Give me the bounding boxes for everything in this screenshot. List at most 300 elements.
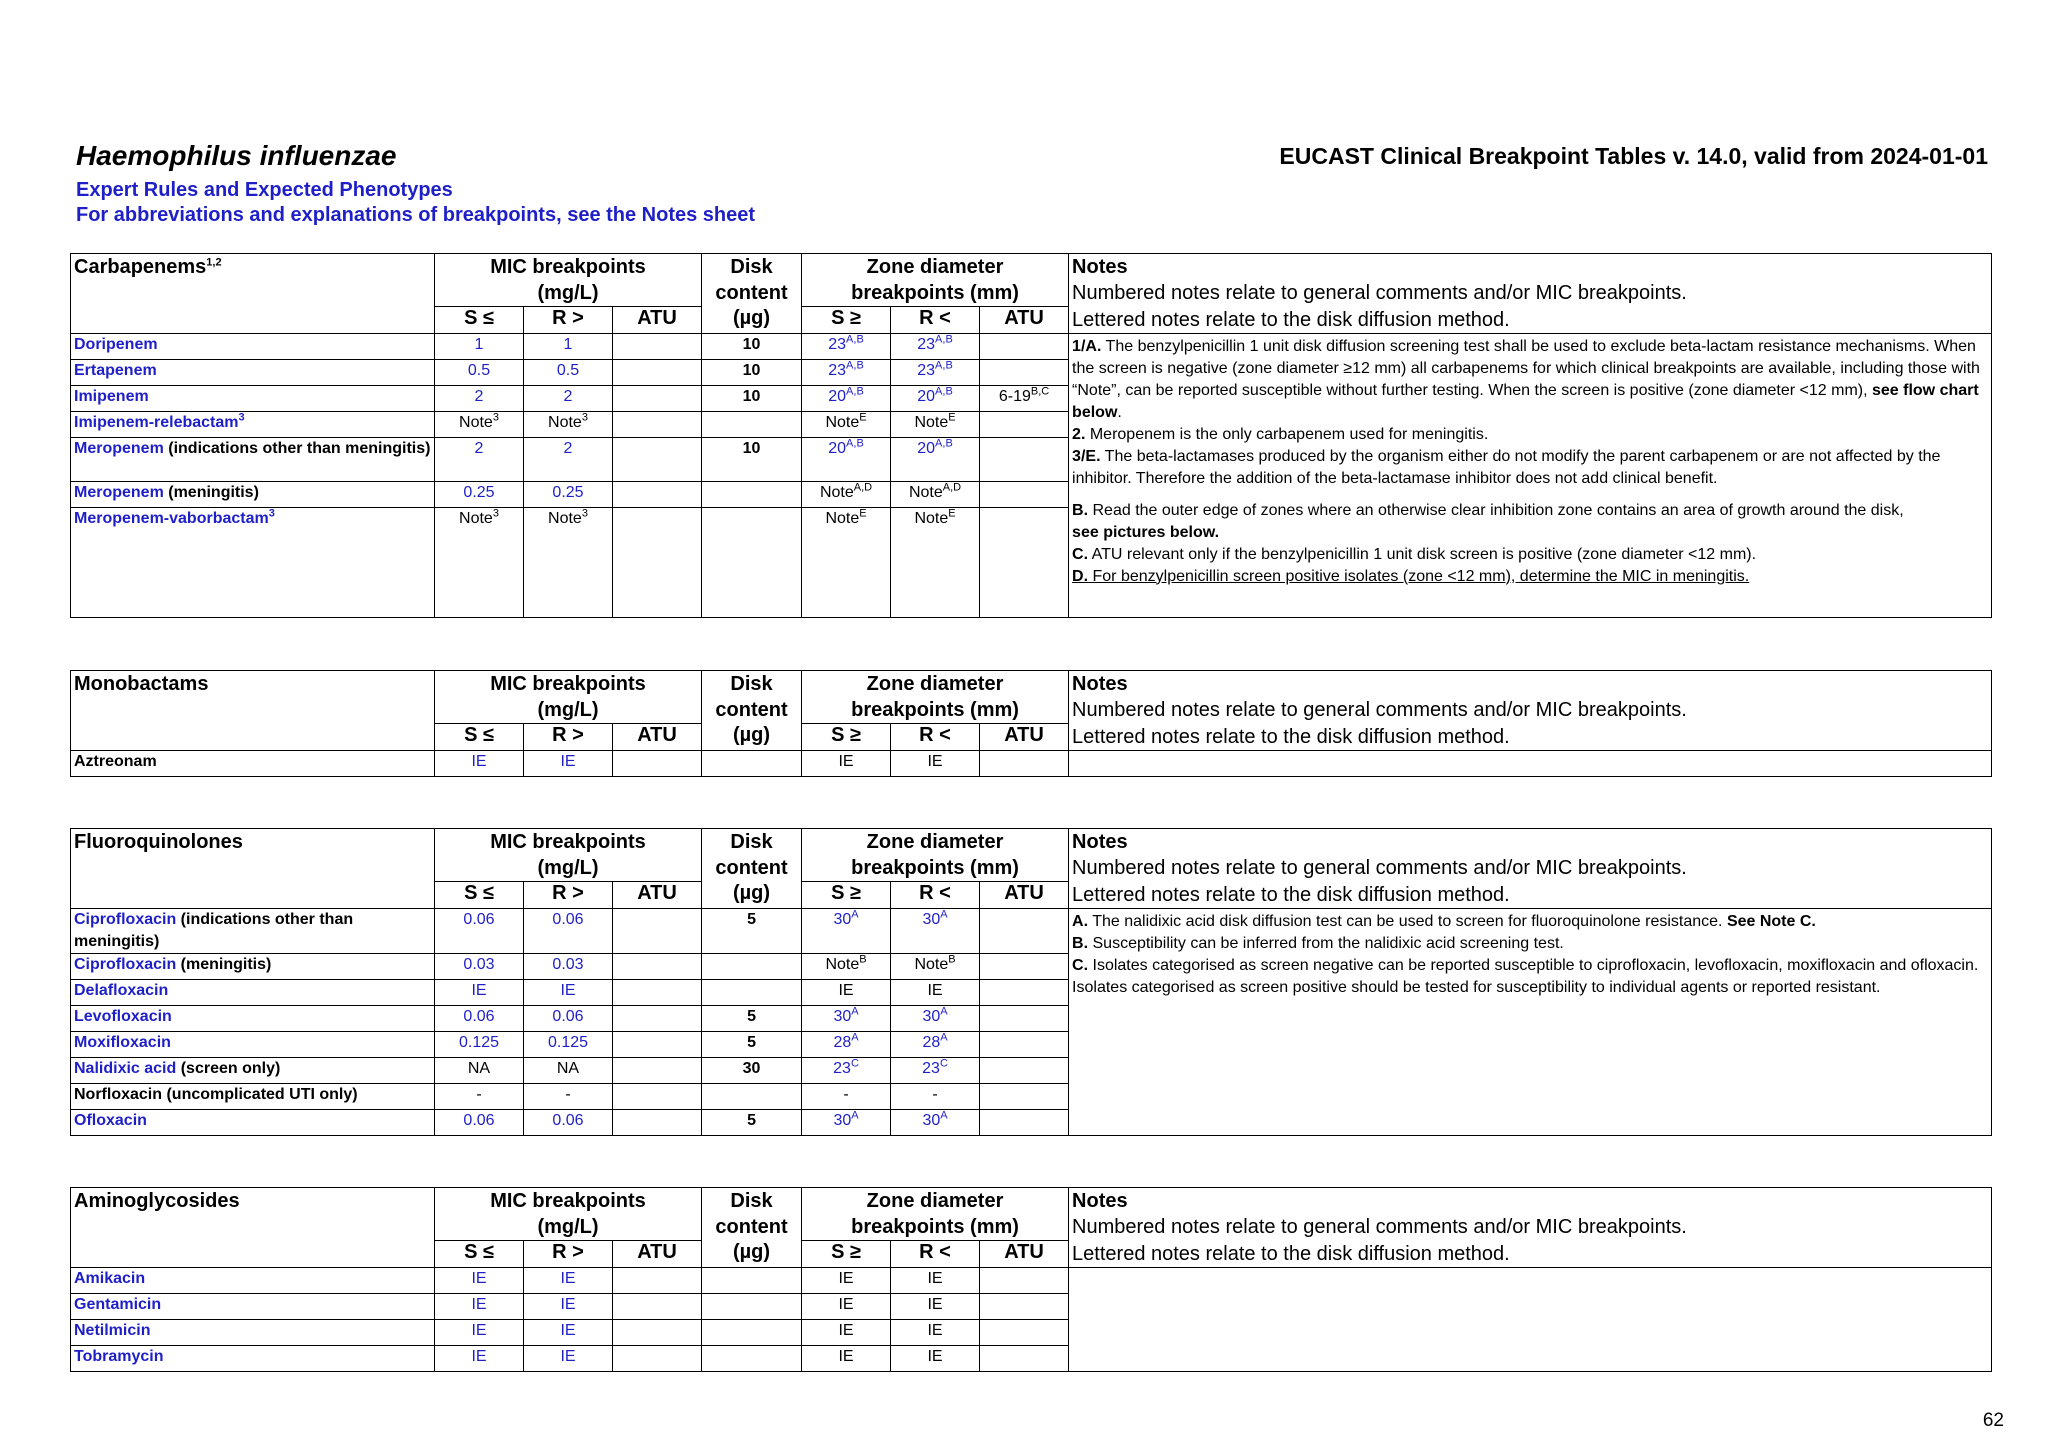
- zone-atu: [980, 953, 1069, 979]
- zone-r-note-ref: A,B: [935, 333, 953, 346]
- mic-atu: [613, 359, 702, 385]
- mic-s: [435, 481, 524, 507]
- mic-header: MIC breakpoints: [435, 254, 702, 281]
- zone-s-note-ref: C: [850, 1057, 859, 1070]
- zone-r-value: 20: [917, 439, 936, 457]
- mic-s-value: IE: [471, 752, 487, 770]
- agent-name[interactable]: Amikacin: [74, 1269, 146, 1287]
- zone-r-note-ref: A: [940, 1031, 948, 1044]
- zone-r-value: IE: [927, 1347, 943, 1365]
- disk-content-value: 10: [742, 335, 761, 353]
- zone-r: [891, 1005, 980, 1031]
- notes-line-1: Numbered notes relate to general comments and/or MIC breakpoints.: [1069, 855, 1992, 882]
- agent-name[interactable]: Ciprofloxacin: [74, 910, 177, 928]
- mic-r-value: 0.03: [552, 955, 584, 973]
- zone-unit-header: breakpoints (mm): [802, 280, 1069, 307]
- zone-r-value: 30: [922, 1007, 941, 1025]
- zone-r: [891, 1109, 980, 1135]
- mic-s-value: 2: [474, 439, 484, 457]
- zone-s-value: 23: [833, 1059, 851, 1077]
- agent-name[interactable]: Aztreonam: [74, 752, 157, 770]
- mic-unit-header: (mg/L): [435, 1214, 702, 1241]
- mic-atu: [613, 750, 702, 776]
- mic-s-value: 0.125: [458, 1033, 500, 1051]
- zone-r-value: -: [932, 1085, 938, 1103]
- agent-qualifier: (indications other than meningitis): [163, 439, 431, 457]
- zone-s-value: 30: [833, 910, 852, 928]
- mic-atu-header: ATU: [613, 724, 702, 751]
- mic-atu-header: ATU: [613, 882, 702, 909]
- disk-content-header: content: [702, 280, 802, 307]
- agent-name[interactable]: Gentamicin: [74, 1295, 162, 1313]
- mic-r: [524, 437, 613, 481]
- disk-content: [702, 1267, 802, 1293]
- mic-r-value: Note: [548, 413, 582, 431]
- mic-r-header: R >: [524, 724, 613, 751]
- note-text: Isolates categorised as screen negative can be reported susceptible to ciprofloxacin, levofloxacin, moxifloxacin and ofloxacin. Isolates categorised as screen positive should be tested for susceptibility to individual agents or reported resistant.: [1072, 956, 1979, 996]
- zone-header: Zone diameter: [802, 254, 1069, 281]
- zone-atu: [980, 1031, 1069, 1057]
- notes-line-1: Numbered notes relate to general comments and/or MIC breakpoints.: [1069, 697, 1992, 724]
- agent-name[interactable]: Tobramycin: [74, 1347, 164, 1365]
- notes-cell: [1069, 908, 1992, 1135]
- zone-r-value: IE: [927, 981, 943, 999]
- zone-s-header: S ≥: [802, 1241, 891, 1268]
- zone-r-note-ref: A: [940, 1005, 948, 1018]
- mic-s-note-ref: 3: [492, 411, 499, 424]
- mic-s-value: NA: [467, 1059, 491, 1077]
- mic-r: [524, 481, 613, 507]
- zone-atu: [980, 1083, 1069, 1109]
- zone-r: [891, 1267, 980, 1293]
- agent-name[interactable]: Netilmicin: [74, 1321, 151, 1339]
- zone-atu-header: ATU: [980, 724, 1069, 751]
- mic-s-value: IE: [471, 1295, 487, 1313]
- zone-r: [891, 385, 980, 411]
- zone-s-header: S ≥: [802, 724, 891, 751]
- mic-s: [435, 1083, 524, 1109]
- note-text: The nalidixic acid disk diffusion test can be used to screen for fluoroquinolone resistance.: [1088, 912, 1727, 930]
- mic-s-value: Note: [459, 413, 493, 431]
- agent-name[interactable]: Ertapenem: [74, 361, 157, 379]
- disk-content-value: 10: [742, 387, 761, 405]
- zone-r: [891, 979, 980, 1005]
- note-text: The benzylpenicillin 1 unit disk diffusion screening test shall be used to exclude beta-lactam resistance mechanisms. When the screen is negative (zone diameter ≥12 mm) all carbapenems for which clinical breakpoints are available, including those with “Note”, can be reported susceptible without further testing. When the screen is positive (zone diameter <12 mm),: [1072, 337, 1980, 399]
- zone-header: Zone diameter: [802, 671, 1069, 698]
- disk-content: [702, 507, 802, 617]
- zone-r: [891, 359, 980, 385]
- mic-header: MIC breakpoints: [435, 1188, 702, 1215]
- zone-s-value: 30: [833, 1111, 852, 1129]
- zone-s: [802, 385, 891, 411]
- mic-r-note-ref: 3: [581, 411, 588, 424]
- notes-line-2: Lettered notes relate to the disk diffusion method.: [1069, 307, 1992, 334]
- zone-atu: [980, 333, 1069, 359]
- zone-s: [802, 481, 891, 507]
- notes-cell: [1069, 750, 1992, 776]
- mic-r: [524, 333, 613, 359]
- disk-content: [702, 1005, 802, 1031]
- agent-name[interactable]: Delafloxacin: [74, 981, 169, 999]
- mic-s-value: 0.5: [467, 361, 491, 379]
- mic-s: [435, 953, 524, 979]
- agent-name[interactable]: Meropenem: [74, 439, 164, 457]
- agent-name[interactable]: Imipenem: [74, 387, 149, 405]
- mic-r-value: 0.5: [556, 361, 580, 379]
- disk-content: [702, 437, 802, 481]
- monobactams-table: [70, 670, 1992, 777]
- mic-s-header: S ≤: [435, 724, 524, 751]
- mic-r-value: NA: [556, 1059, 580, 1077]
- mic-atu: [613, 1293, 702, 1319]
- agent-name[interactable]: Norfloxacin (uncomplicated UTI only): [74, 1085, 358, 1103]
- agent-name[interactable]: Moxifloxacin: [74, 1033, 171, 1051]
- zone-r-value: 23: [917, 335, 936, 353]
- notes-header: Notes: [1069, 1188, 1992, 1215]
- mic-r: [524, 1005, 613, 1031]
- note-emphasis: see flow chart below: [1072, 381, 1979, 421]
- note-label: C.: [1072, 545, 1089, 563]
- mic-r-value: -: [565, 1085, 571, 1103]
- class-name-cell: [71, 829, 435, 909]
- mic-atu: [613, 385, 702, 411]
- notes-line-2: Lettered notes relate to the disk diffusion method.: [1069, 882, 1992, 909]
- notes-header: Notes: [1069, 254, 1992, 281]
- disk-header: Disk: [702, 1188, 802, 1215]
- mic-r: [524, 1267, 613, 1293]
- zone-s-header: S ≥: [802, 882, 891, 909]
- zone-r-header: R <: [891, 882, 980, 909]
- class-name-cell: [71, 671, 435, 751]
- class-name-superscript: 1,2: [206, 256, 222, 269]
- mic-r: [524, 1031, 613, 1057]
- zone-r-note-ref: E: [948, 411, 956, 424]
- agent-cell: [71, 1031, 435, 1057]
- mic-s-header: S ≤: [435, 1241, 524, 1268]
- zone-s: [802, 1109, 891, 1135]
- zone-s-note-ref: A,B: [846, 385, 864, 398]
- header-row-1: [71, 671, 1992, 698]
- zone-atu: [980, 1293, 1069, 1319]
- note-text: Read the outer edge of zones where an otherwise clear inhibition zone contains an area of growth around the disk,: [1088, 501, 1904, 519]
- mic-s: [435, 1319, 524, 1345]
- mic-s: [435, 1057, 524, 1083]
- mic-s-value: IE: [471, 1269, 487, 1287]
- zone-unit-header: breakpoints (mm): [802, 697, 1069, 724]
- disk-content-header: content: [702, 697, 802, 724]
- mic-r: [524, 1293, 613, 1319]
- disk-unit-header: (µg): [702, 307, 802, 334]
- zone-r-value: Note: [914, 955, 949, 973]
- zone-s-note-ref: A,B: [846, 359, 864, 372]
- agent-name[interactable]: Imipenem-relebactam: [74, 413, 239, 431]
- zone-r: [891, 333, 980, 359]
- mic-s: [435, 1109, 524, 1135]
- table-row: [71, 1267, 1992, 1293]
- zone-header: Zone diameter: [802, 829, 1069, 856]
- zone-header: Zone diameter: [802, 1188, 1069, 1215]
- zone-unit-header: breakpoints (mm): [802, 855, 1069, 882]
- mic-r: [524, 1083, 613, 1109]
- mic-r: [524, 507, 613, 617]
- aminoglycosides-table: [70, 1187, 1992, 1372]
- zone-atu: [980, 481, 1069, 507]
- notes-header: Notes: [1069, 671, 1992, 698]
- agent-name[interactable]: Ofloxacin: [74, 1111, 147, 1129]
- note-emphasis: see pictures below.: [1072, 523, 1220, 541]
- notes-header: Notes: [1069, 829, 1992, 856]
- mic-s-value: IE: [471, 1321, 487, 1339]
- note-label: 1/A.: [1072, 337, 1102, 355]
- agent-cell: [71, 411, 435, 437]
- zone-s-note-ref: A,B: [846, 437, 864, 450]
- mic-r-value: 0.125: [547, 1033, 589, 1051]
- disk-content: [702, 411, 802, 437]
- mic-s-value: IE: [471, 981, 487, 999]
- mic-unit-header: (mg/L): [435, 855, 702, 882]
- zone-atu: [980, 750, 1069, 776]
- zone-s-header: S ≥: [802, 307, 891, 334]
- zone-atu: [980, 1109, 1069, 1135]
- notes-line-1: Numbered notes relate to general comments and/or MIC breakpoints.: [1069, 280, 1992, 307]
- disk-content: [702, 953, 802, 979]
- zone-s: [802, 979, 891, 1005]
- zone-r-note-ref: A: [940, 1109, 948, 1122]
- zone-s-value: Note: [825, 413, 860, 431]
- zone-s-value: Note: [825, 955, 860, 973]
- zone-s: [802, 1319, 891, 1345]
- mic-s: [435, 1267, 524, 1293]
- mic-r: [524, 979, 613, 1005]
- mic-s-value: 1: [474, 335, 484, 353]
- zone-r: [891, 1057, 980, 1083]
- agent-cell: [71, 333, 435, 359]
- disk-content-value: 10: [742, 361, 761, 379]
- zone-atu: [980, 908, 1069, 953]
- zone-atu-value: 6-19: [998, 387, 1031, 405]
- disk-content-value: 30: [742, 1059, 761, 1077]
- mic-atu: [613, 333, 702, 359]
- zone-atu-note-ref: B,C: [1030, 385, 1050, 398]
- zone-r-value: 30: [922, 910, 941, 928]
- zone-s: [802, 750, 891, 776]
- zone-atu: [980, 1057, 1069, 1083]
- zone-s-note-ref: A: [851, 1005, 859, 1018]
- mic-s-value: 0.06: [463, 910, 495, 928]
- zone-r-value: 23: [917, 361, 936, 379]
- note-label: B.: [1072, 501, 1089, 519]
- mic-r-note-ref: 3: [581, 507, 588, 520]
- note-text: For benzylpenicillin screen positive isolates (zone <12 mm), determine the MIC in meningitis.: [1088, 567, 1750, 585]
- note-emphasis: See Note C.: [1726, 912, 1816, 930]
- zone-r: [891, 437, 980, 481]
- zone-s-value: IE: [838, 1321, 854, 1339]
- mic-s: [435, 333, 524, 359]
- mic-atu: [613, 979, 702, 1005]
- zone-r-note-ref: A,D: [942, 481, 962, 494]
- zone-r-note-ref: A,B: [935, 359, 953, 372]
- zone-r-value: IE: [927, 1321, 943, 1339]
- agent-cell: [71, 481, 435, 507]
- zone-s-note-ref: A: [851, 1109, 859, 1122]
- zone-r: [891, 750, 980, 776]
- mic-r: [524, 1319, 613, 1345]
- zone-r-value: 28: [922, 1033, 941, 1051]
- note-text: .: [1117, 403, 1122, 421]
- mic-s-header: S ≤: [435, 882, 524, 909]
- zone-atu: [980, 411, 1069, 437]
- table-row: [71, 908, 1992, 953]
- zone-atu: [980, 437, 1069, 481]
- zone-s: [802, 1031, 891, 1057]
- disk-content-value: 5: [747, 910, 756, 928]
- agent-cell: [71, 1083, 435, 1109]
- agent-cell: [71, 359, 435, 385]
- zone-s-value: Note: [819, 483, 854, 501]
- zone-s: [802, 1345, 891, 1371]
- mic-s: [435, 1345, 524, 1371]
- agent-name[interactable]: Nalidixic acid: [74, 1059, 177, 1077]
- mic-atu-header: ATU: [613, 307, 702, 334]
- mic-s: [435, 359, 524, 385]
- disk-content-value: 5: [747, 1007, 756, 1025]
- zone-atu: [980, 1319, 1069, 1345]
- zone-r: [891, 507, 980, 617]
- zone-s-value: 23: [828, 335, 847, 353]
- agent-cell: [71, 979, 435, 1005]
- agent-cell: [71, 385, 435, 411]
- class-name: Carbapenems: [74, 256, 207, 278]
- zone-s-value: IE: [838, 1347, 854, 1365]
- zone-atu: [980, 507, 1069, 617]
- zone-r: [891, 481, 980, 507]
- zone-r-note-ref: A,B: [935, 385, 953, 398]
- disk-content-header: content: [702, 1214, 802, 1241]
- header-row-1: [71, 829, 1992, 856]
- mic-atu: [613, 411, 702, 437]
- zone-r: [891, 1031, 980, 1057]
- expert-rules-link[interactable]: Expert Rules and Expected Phenotypes: [76, 179, 453, 201]
- zone-s: [802, 437, 891, 481]
- zone-r-note-ref: B: [948, 953, 956, 966]
- zone-r: [891, 411, 980, 437]
- zone-atu: [980, 385, 1069, 411]
- zone-r-header: R <: [891, 1241, 980, 1268]
- mic-atu: [613, 1345, 702, 1371]
- agent-cell: [71, 1005, 435, 1031]
- zone-atu-header: ATU: [980, 307, 1069, 334]
- agent-cell: [71, 437, 435, 481]
- class-name: Fluoroquinolones: [74, 831, 243, 853]
- note-text: Meropenem is the only carbapenem used for meningitis.: [1085, 425, 1489, 443]
- mic-atu: [613, 1031, 702, 1057]
- page-number: 62: [1982, 1410, 2004, 1431]
- agent-name[interactable]: Levofloxacin: [74, 1007, 172, 1025]
- mic-r-header: R >: [524, 882, 613, 909]
- mic-s-value: 0.25: [463, 483, 495, 501]
- zone-atu-header: ATU: [980, 882, 1069, 909]
- mic-r: [524, 1109, 613, 1135]
- disk-content: [702, 333, 802, 359]
- zone-r: [891, 953, 980, 979]
- mic-s: [435, 411, 524, 437]
- zone-r: [891, 908, 980, 953]
- notes-line-2: Lettered notes relate to the disk diffusion method.: [1069, 724, 1992, 751]
- mic-r-value: 1: [563, 335, 573, 353]
- zone-s: [802, 1005, 891, 1031]
- disk-content: [702, 1319, 802, 1345]
- mic-atu: [613, 1109, 702, 1135]
- mic-r-value: IE: [560, 752, 576, 770]
- zone-s-value: 20: [828, 439, 847, 457]
- mic-s: [435, 1031, 524, 1057]
- mic-r: [524, 385, 613, 411]
- zone-r: [891, 1083, 980, 1109]
- header-row-1: [71, 1188, 1992, 1215]
- mic-r-value: Note: [548, 509, 582, 527]
- note-label: B.: [1072, 934, 1089, 952]
- zone-r-value: 23: [922, 1059, 940, 1077]
- mic-r-value: 0.06: [552, 1111, 584, 1129]
- notes-cell: [1069, 333, 1992, 617]
- mic-s: [435, 507, 524, 617]
- mic-s-header: S ≤: [435, 307, 524, 334]
- zone-r-value: 30: [922, 1111, 941, 1129]
- agent-cell: [71, 1267, 435, 1293]
- zone-s: [802, 953, 891, 979]
- mic-atu: [613, 953, 702, 979]
- carbapenems-table: [70, 253, 1992, 618]
- table-row: [71, 333, 1992, 359]
- disk-content: [702, 1031, 802, 1057]
- mic-atu: [613, 481, 702, 507]
- disk-content: [702, 1293, 802, 1319]
- notes-line-1: Numbered notes relate to general comments and/or MIC breakpoints.: [1069, 1214, 1992, 1241]
- agent-name[interactable]: Doripenem: [74, 335, 158, 353]
- zone-s-note-ref: E: [859, 507, 867, 520]
- zone-s: [802, 1293, 891, 1319]
- agent-note-ref: 3: [268, 507, 275, 520]
- mic-unit-header: (mg/L): [435, 280, 702, 307]
- mic-r-value: IE: [560, 981, 576, 999]
- class-name-cell: [71, 1188, 435, 1268]
- mic-unit-header: (mg/L): [435, 697, 702, 724]
- disk-content: [702, 359, 802, 385]
- agent-name[interactable]: Meropenem: [74, 483, 164, 501]
- zone-atu: [980, 1345, 1069, 1371]
- zone-r-value: 20: [917, 387, 936, 405]
- zone-s-note-ref: A,B: [846, 333, 864, 346]
- disk-content: [702, 1083, 802, 1109]
- notes-line-2: Lettered notes relate to the disk diffusion method.: [1069, 1241, 1992, 1268]
- zone-s-note-ref: B: [859, 953, 867, 966]
- note-text: ATU relevant only if the benzylpenicillin 1 unit disk screen is positive (zone diameter <12 mm).: [1088, 545, 1757, 563]
- zone-r-value: IE: [927, 1269, 943, 1287]
- disk-content: [702, 979, 802, 1005]
- note-text: The beta-lactamases produced by the organism either do not modify the parent carbapenem or are not affected by the inhibitor. Therefore the addition of the beta-lactamase inhibitor does not add clinical benefit.: [1072, 447, 1941, 487]
- mic-r-value: IE: [560, 1269, 576, 1287]
- zone-s-value: 20: [828, 387, 847, 405]
- disk-content-value: 5: [747, 1033, 756, 1051]
- zone-s-value: 30: [833, 1007, 852, 1025]
- abbreviations-link[interactable]: For abbreviations and explanations of breakpoints, see the Notes sheet: [76, 204, 756, 226]
- class-name: Monobactams: [74, 673, 209, 695]
- zone-atu-header: ATU: [980, 1241, 1069, 1268]
- zone-s-value: IE: [838, 981, 854, 999]
- agent-name[interactable]: Ciprofloxacin: [74, 955, 177, 973]
- agent-name[interactable]: Meropenem-vaborbactam: [74, 509, 269, 527]
- zone-s-value: Note: [825, 509, 860, 527]
